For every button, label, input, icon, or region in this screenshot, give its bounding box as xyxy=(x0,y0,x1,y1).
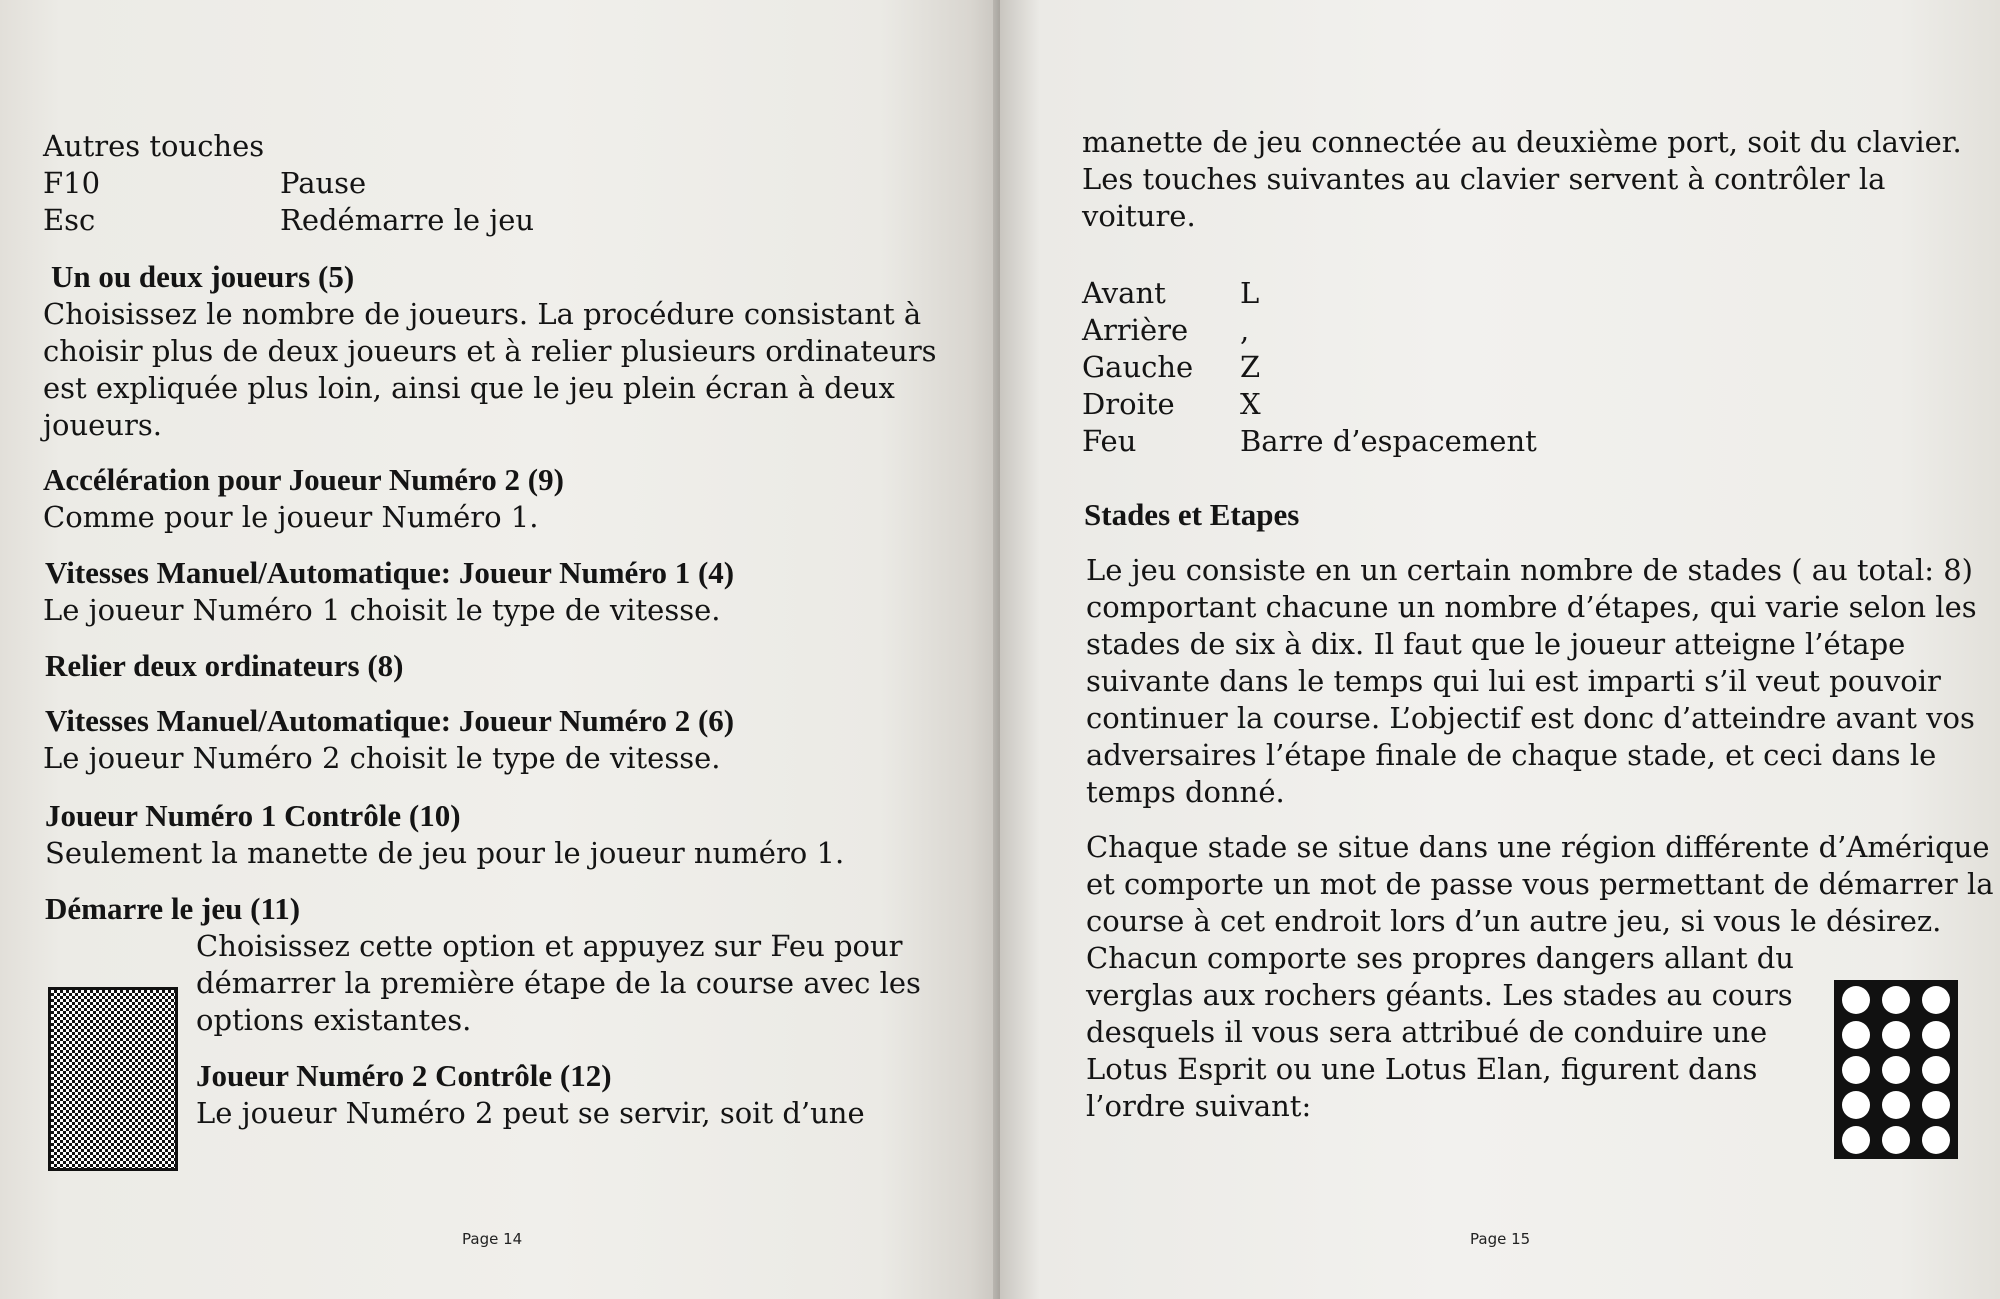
section-heading: Accélération pour Joueur Numéro 2 (9) xyxy=(43,462,564,497)
control-key: , xyxy=(1240,313,1250,347)
other-keys-title: Autres touches xyxy=(43,129,265,163)
section-heading: Vitesses Manuel/Automatique: Joueur Numéro 1 (4) xyxy=(45,555,735,590)
page-number: Page 15 xyxy=(1470,1230,1531,1248)
section-body: Choisissez cette option et appuyez sur Feu pour démarrer la première étape de la course avec les options existantes. xyxy=(196,929,921,1037)
stages-heading: Stades et Etapes xyxy=(1084,497,1300,532)
key-label: Esc xyxy=(43,203,96,237)
section-body: Comme pour le joueur Numéro 1. xyxy=(43,500,539,534)
section-heading: Relier deux ordinateurs (8) xyxy=(45,648,404,683)
section-heading: Un ou deux joueurs (5) xyxy=(51,259,355,294)
checkerboard-graphic xyxy=(48,987,178,1171)
control-key: Z xyxy=(1240,350,1261,384)
page-number: Page 14 xyxy=(462,1230,523,1248)
section-body: Le joueur Numéro 2 choisit le type de vitesse. xyxy=(43,741,721,775)
key-label: F10 xyxy=(43,166,101,200)
control-name: Avant xyxy=(1082,276,1166,310)
section-heading: Vitesses Manuel/Automatique: Joueur Numéro 2 (6) xyxy=(45,703,735,738)
section-heading: Joueur Numéro 2 Contrôle (12) xyxy=(196,1058,612,1093)
section-body: Seulement la manette de jeu pour le joueur numéro 1. xyxy=(45,836,845,870)
control-key: X xyxy=(1240,387,1261,421)
section-heading: Démarre le jeu (11) xyxy=(45,891,301,926)
right-page xyxy=(1000,0,2000,1299)
intro-text: manette de jeu connectée au deuxième port, soit du clavier. Les touches suivantes au clavier servent à contrôler la voiture. xyxy=(1082,125,1962,233)
section-body: Choisissez le nombre de joueurs. La procédure consistant à choisir plus de deux joueurs et à relier plusieurs ordinateurs est expliquée plus loin, ainsi que le jeu plein écran à deux joueurs. xyxy=(43,297,937,442)
control-name: Droite xyxy=(1082,387,1175,421)
control-name: Arrière xyxy=(1082,313,1189,347)
control-key: Barre d’espacement xyxy=(1240,424,1537,458)
control-name: Feu xyxy=(1082,424,1137,458)
dot-pattern-graphic xyxy=(1834,980,1958,1159)
control-name: Gauche xyxy=(1082,350,1194,384)
section-body: Le joueur Numéro 1 choisit le type de vitesse. xyxy=(43,593,721,627)
section-heading: Joueur Numéro 1 Contrôle (10) xyxy=(45,798,461,833)
stages-paragraph-1: Le jeu consiste en un certain nombre de stades ( au total: 8) comportant chacune un nombre d’étapes, qui varie selon les stades de six à dix. Il faut que le joueur atteigne l’étape suivante dans le temps qui lui est imparti s’il veut pouvoir continuer la course. L’objectif est donc d’atteindre avant vos adversaires l’étape finale de chaque stade, et ceci dans le temps donné. xyxy=(1086,553,1977,809)
key-action: Pause xyxy=(280,166,367,200)
control-key: L xyxy=(1240,276,1260,310)
stages-paragraph-2: Chaque stade se situe dans une région différente d’Amérique et comporte un mot de passe vous permettant de démarrer la course à cet endroit lors d’un autre jeu, si vous le désirez. Chacun comporte ses propres dangers allant du verglas aux rochers géants. Les stades au cours desquels il vous sera attribué de conduire une Lotus Esprit ou une Lotus Elan, figurent dans l’ordre suivant: xyxy=(1086,830,1994,1123)
section-body: Le joueur Numéro 2 peut se servir, soit d’une xyxy=(196,1096,865,1130)
key-action: Redémarre le jeu xyxy=(280,203,535,237)
